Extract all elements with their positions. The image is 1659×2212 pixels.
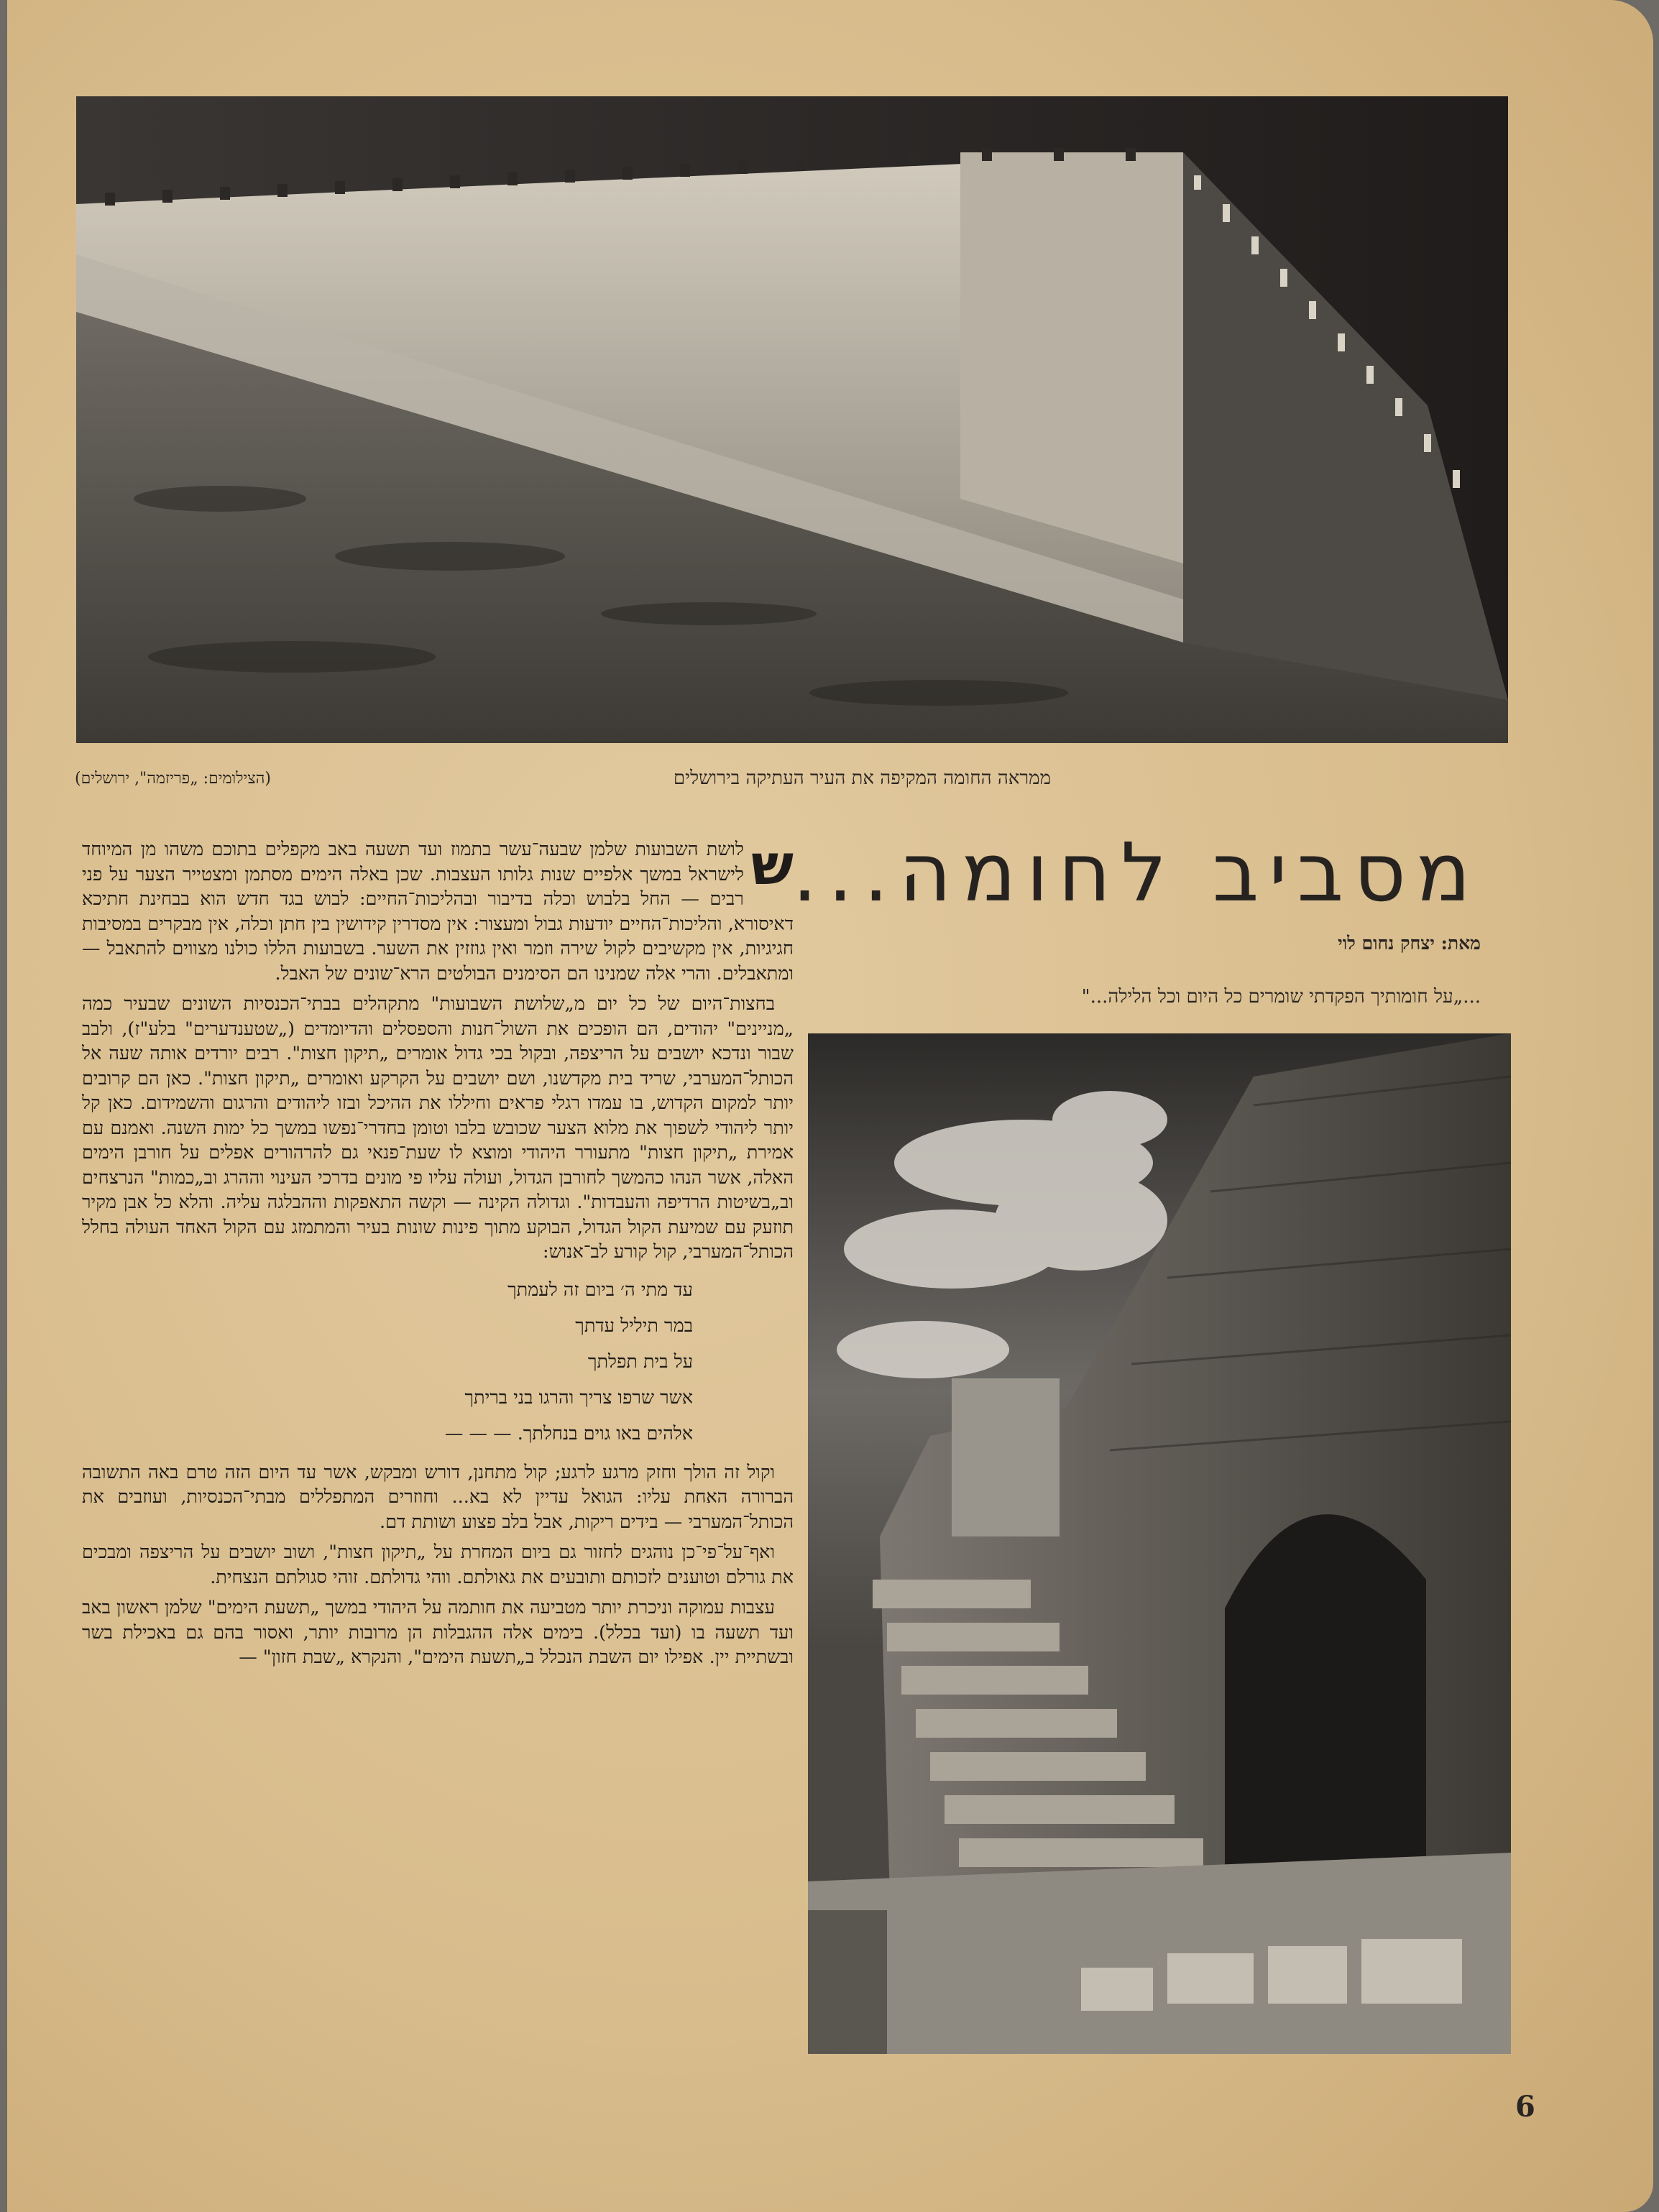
photo-credit: (הצילומים: „פריזמה", ירושלים): [75, 770, 271, 788]
city-wall-photo: [76, 96, 1508, 743]
article-paragraph: עצבות עמוקה וניכרת יותר מטביעה את חותמה על היהודי במשך „תשעת הימים" שלמן ראשון באב ועד תשעה בו (ועד בכלל). בימים אלה ההגבלות הן מרובות יותר, ואסור בהם גם באכילת בשר ובשתיית יין. אפילו יום השבת הנכלל ב„תשעת הימים", והנקרא „שבת חזון" —: [82, 1597, 794, 1668]
drop-cap: ש: [750, 833, 794, 898]
article-body: [82, 833, 794, 1676]
article-title: מסביב לחומה...: [791, 826, 1481, 920]
poem-line: אשר שרפו צריך והרגו בני בריתך: [464, 1386, 693, 1409]
article-epigraph: ...„על חומותיך הפקדתי שומרים כל היום וכל הלילה...": [1081, 986, 1481, 1008]
lament-poem: [82, 1272, 693, 1452]
article-paragraph: [82, 833, 794, 986]
wall-stairs-photo: [808, 1033, 1511, 2054]
poem-line: על בית תפלתך: [587, 1350, 693, 1373]
photo-caption: ממראה החומה המקיפה את העיר העתיקה בירושלים: [673, 768, 1051, 789]
poem-line: עד מתי ה׳ ביום זה לעמתך: [507, 1278, 693, 1301]
poem-line: במר תיליל עדתך: [575, 1314, 693, 1337]
magazine-page: [7, 0, 1653, 2212]
poem-line: אלהים באו גוים בנחלתך. — — —: [444, 1422, 693, 1444]
paragraph-text: לושת השבועות שלמן שבעה־עשר בתמוז ועד תשעה באב מקפלים בתוכם משהו מן המיוחד לישראל במשך אלפיים שנות גלותו העצבות. שכן באלה הימים מסתמן ומצטייר הצער על פני רבים — החל בלבוש וכלה בדיבור ובהליכות־החיים: לבוש בגד חדש הוא בבחינת חתיכא דאיסורא, והליכות־החיים יודעות גבול ומעצור: אין מסדרין קידושין בין חתן וכלה, אין מבקרים במסיבות חגיגיות, אין מקשיבים לקול שירה וזמר ואין גוזזין את השער. בשבועות הללו כולנו מצווים להתאבל — ומתאבלים. והרי אלה שמנינו הם הסימנים הבולטים הרא־שונים של האבל.: [82, 839, 794, 985]
article-byline: מאת: יצחק נחום לוי: [1338, 933, 1481, 954]
article-paragraph: ואף־על־פי־כן נוהגים לחזור גם ביום המחרת על „תיקון חצות", ושוב יושבים על הריצפה ומבכים את גורלם וטוענים לזכותם ותובעים את גאולתם. ווהי גדולתם. זוהי סגולתם הנצחית.: [82, 1542, 794, 1588]
article-paragraph: בחצות־היום של כל יום מ„שלושת השבועות" מתקהלים בבתי־הכנסיות השונים שבעיר כמה „מניינים" יהודים, הם הופכים את השול־חנות והספסלים והדיומדים („שטענדערים" בלע"ז), ולבב שבור ונדכא יושבים על הריצפה, ובקול בכי גדול אומרים „תיקון חצות". רבים יורדים אותה שעה אל הכותל־המערבי, שריד בית מקדשנו, ושם יושבים על הקרקע ואומרים „תיקון חצות". כאן הם קרובים יותר למקום הקדוש, בו עמדו רגלי פראים וחיללו את ההיכל ובזו ליהודים והרגום והשמידום. כאן קל יותר ליהודי לשפוך את מלוא הצער שכובש בלבו וטומן בחדרי־נפשו במשך כל ימות השנה. ואמנם עם אמירת „תיקון חצות" מתעורר היהודי ומוצא לו שעת־פנאי גם להרהורים אפלים על חורבן הימים האלה, אשר הנהו כהמשך לחורבן הגדול, ועולה עליו פי מונים בדרכי העינוי וההרג וב„כמות" הנרצחים וב„בשיטות הרדיפה והעבדות". וגדולה הקינה — וקשה התאפקות וההבלגה עליה. והלא כל אבן מקיר תוזעק עם שמיעת הקול הגדול, הבוקע מתוך פינות שונות בעיר והמתמזג עם הקול האחד העולה בחלל הכותל־המערבי, קול קורע לב־אנוש:: [82, 993, 794, 1263]
article-paragraph: וקול זה הולך וחזק מרגע לרגע; קול מתחנן, דורש ומבקש, אשר עד היום הזה טרם באה התשובה הברורה האחת עליו: הגואל עדיין לא בא... וחוזרים המתפללים מבתי־הכנסיות, ועוזבים את הכותל־המערבי — בידים ריקות, אבל בלב פצוע ושותת דם.: [82, 1461, 794, 1533]
page-number: 6: [1515, 2090, 1535, 2124]
